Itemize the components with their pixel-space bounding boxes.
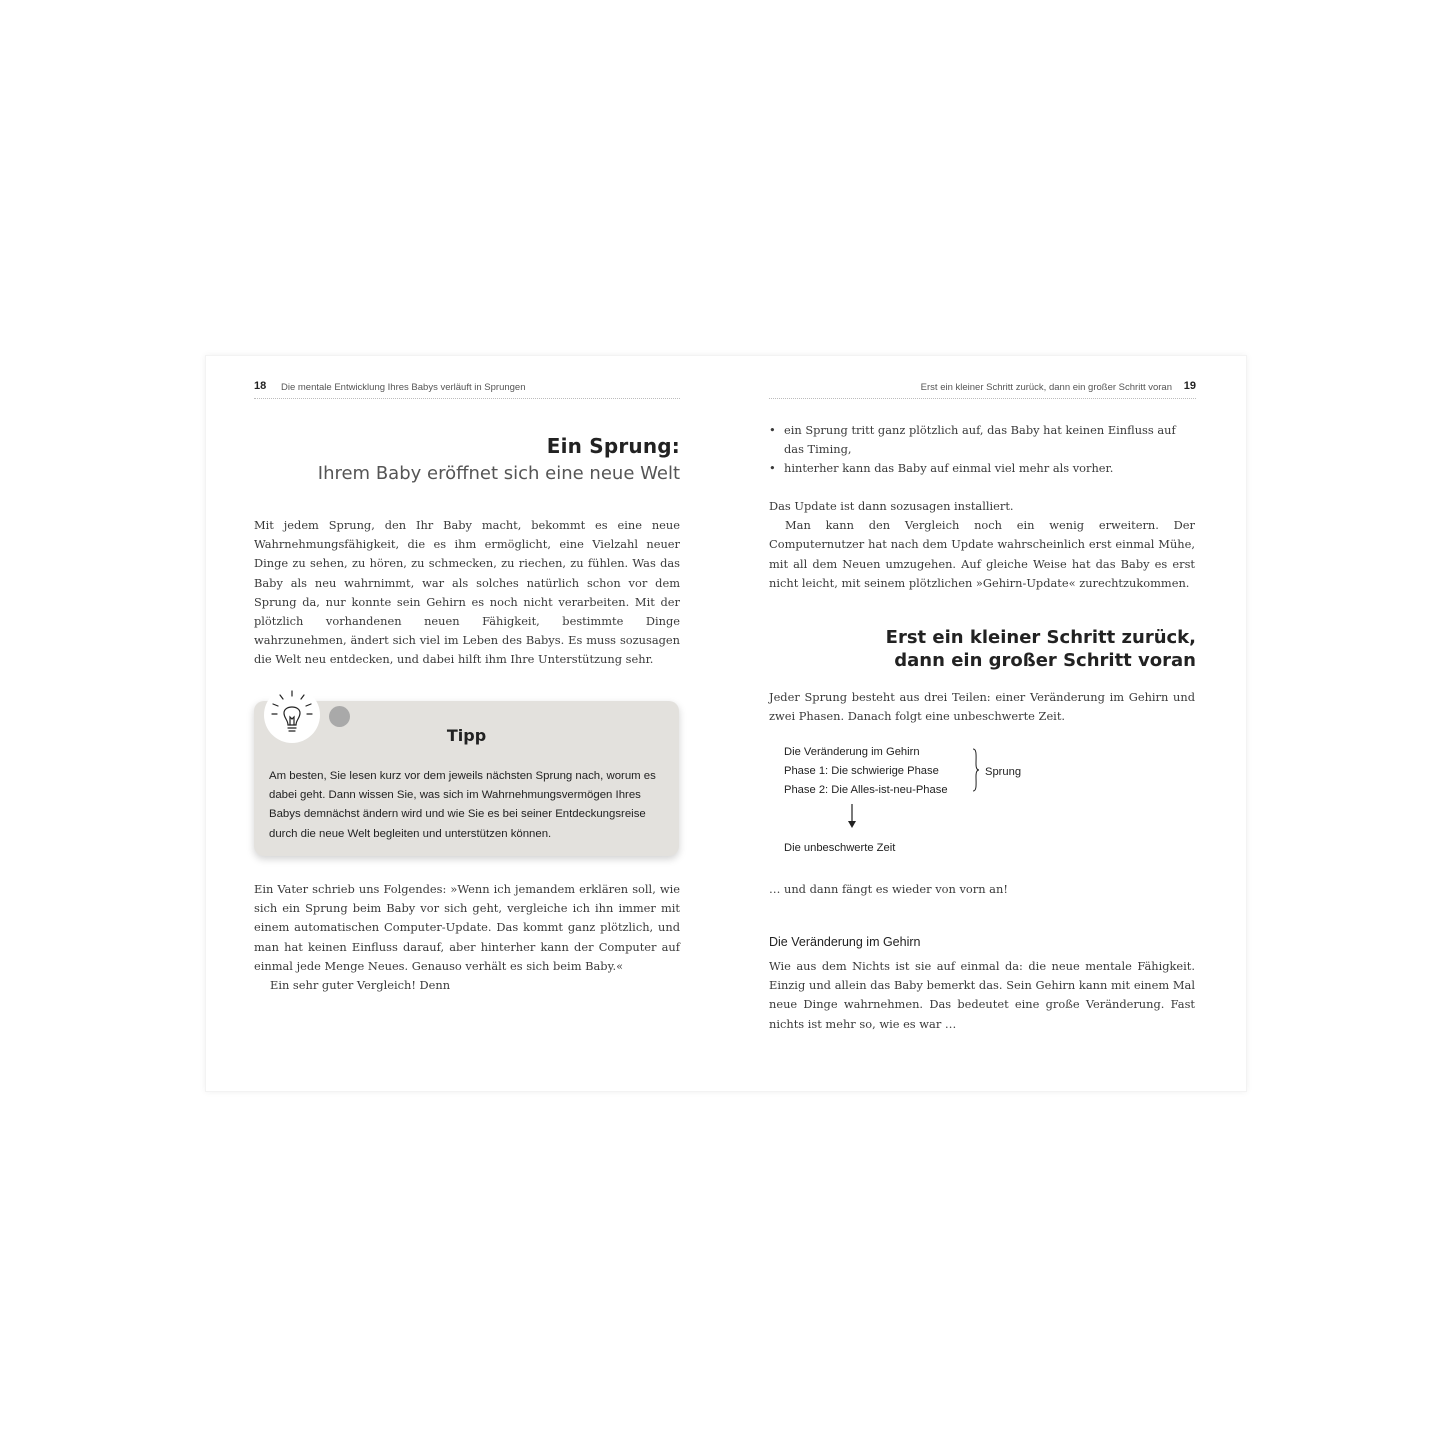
body-paragraph — [254, 516, 680, 670]
brace-label: Sprung — [985, 766, 1022, 778]
diagram-item: Die Veränderung im Gehirn — [784, 746, 920, 758]
brace-icon — [972, 748, 980, 792]
heading-line: dann ein großer Schritt voran — [894, 650, 1196, 671]
subheading: Die Veränderung im Gehirn — [769, 935, 921, 949]
tip-title: Tipp — [446, 726, 487, 745]
body-paragraph — [254, 880, 680, 995]
list-item: • ein Sprung tritt ganz plötzlich auf, das Baby hat keinen Einfluss auf das Timing, — [769, 421, 1195, 459]
page-number: 19 — [1183, 380, 1196, 392]
tip-box — [254, 701, 679, 856]
paragraph: … und dann fängt es wieder von vorn an! — [769, 882, 1008, 896]
heading-line: Erst ein kleiner Schritt zurück, — [885, 627, 1196, 648]
section-heading — [318, 434, 680, 484]
body-paragraph — [769, 497, 1195, 593]
body-paragraph — [769, 957, 1195, 1034]
paragraph: Man kann den Vergleich noch ein wenig erweitern. Der Computernutzer hat nach dem Update wahrscheinlich erst einmal Mühe, mit all dem Neuen umzugehen. Auf gleiche Weise hat das Baby es erst nicht leicht, mit seinem plötzlichen »Gehirn-Update« zurechtzukommen. — [769, 518, 1195, 590]
diagram-item: Phase 2: Die Alles-ist-neu-Phase — [784, 784, 948, 796]
arrow-down-icon — [847, 804, 857, 828]
running-header-left — [254, 378, 680, 399]
running-header-right — [769, 378, 1196, 399]
paragraph: Mit jedem Sprung, den Ihr Baby macht, bekommt es eine neue Wahrnehmungsfähigkeit, die es ihm ermöglicht, eine Vielzahl neuer Dinge zu sehen, zu hören, zu schmecken, zu riechen, zu fühlen. Was das Baby als neu wahrnimmt, war als solches natürlich schon vor dem Sprung da, nur konnte sein Gehirn es noch nicht verarbeiten. Mit der plötzlich vorhandenen neuen Fähigkeit, bestimmte Dinge wahrzunehmen, ändert sich viel im Leben des Babys. Es muss sozusagen die Welt neu entdecken, und dabei hilft ihm Ihre Unterstützung sehr. — [254, 518, 680, 667]
left-page — [254, 356, 680, 1091]
body-paragraph — [769, 688, 1195, 726]
book-spread — [205, 355, 1247, 1092]
body-paragraph — [769, 880, 1195, 899]
diagram-item: Phase 1: Die schwierige Phase — [784, 765, 939, 777]
diagram-result: Die unbeschwerte Zeit — [784, 842, 896, 854]
paragraph: Jeder Sprung besteht aus drei Teilen: einer Veränderung im Gehirn und zwei Phasen. Danach folgt eine unbeschwerte Zeit. — [769, 690, 1195, 724]
right-page — [769, 356, 1196, 1091]
heading-sub: Ihrem Baby eröffnet sich eine neue Welt — [317, 463, 680, 484]
heading-main: Ein Sprung: — [546, 434, 680, 458]
sprung-diagram — [784, 746, 1084, 866]
paragraph: Ein sehr guter Vergleich! Denn — [270, 978, 451, 993]
tip-text: Am besten, Sie lesen kurz vor dem jeweils nächsten Sprung nach, worum es dabei geht. Dann wissen Sie, was sich im Wahrnehmungsvermögen Ihres Babys demnächst ändern wird und wie Sie es bei seiner Entdeckungsreise durch die neue Welt begleiten und unterstützen können. — [269, 770, 656, 840]
running-title: Die mentale Entwicklung Ihres Babys verläuft in Sprungen — [281, 382, 526, 393]
page-number: 18 — [254, 380, 267, 392]
section-heading — [886, 626, 1196, 672]
list-item: • hinterher kann das Baby auf einmal viel mehr als vorher. — [769, 459, 1195, 478]
paragraph: Ein Vater schrieb uns Folgendes: »Wenn ich jemandem erklären soll, wie sich ein Sprung beim Baby vor sich geht, vergleiche ich ihn immer mit einem automatischen Computer-Update. Das kommt ganz plötzlich, und man hat keinen Einfluss darauf, aber hinterher kann der Computer auf einmal jede Menge Neues. Genauso verhält es sich beim Baby.« — [254, 882, 680, 973]
paragraph: Wie aus dem Nichts ist sie auf einmal da: die neue mentale Fähigkeit. Einzig und allein das Baby bemerkt das. Sein Gehirn kann mit einem Mal neue Dinge wahrnehmen. Das bedeutet eine große Veränderung. Fast nichts ist mehr so, wie es war … — [769, 959, 1195, 1031]
tip-dot — [329, 706, 350, 727]
bullet-list — [769, 421, 1195, 478]
running-title: Erst ein kleiner Schritt zurück, dann ein großer Schritt voran — [920, 382, 1172, 393]
paragraph: Das Update ist dann sozusagen installiert. — [769, 499, 1014, 513]
